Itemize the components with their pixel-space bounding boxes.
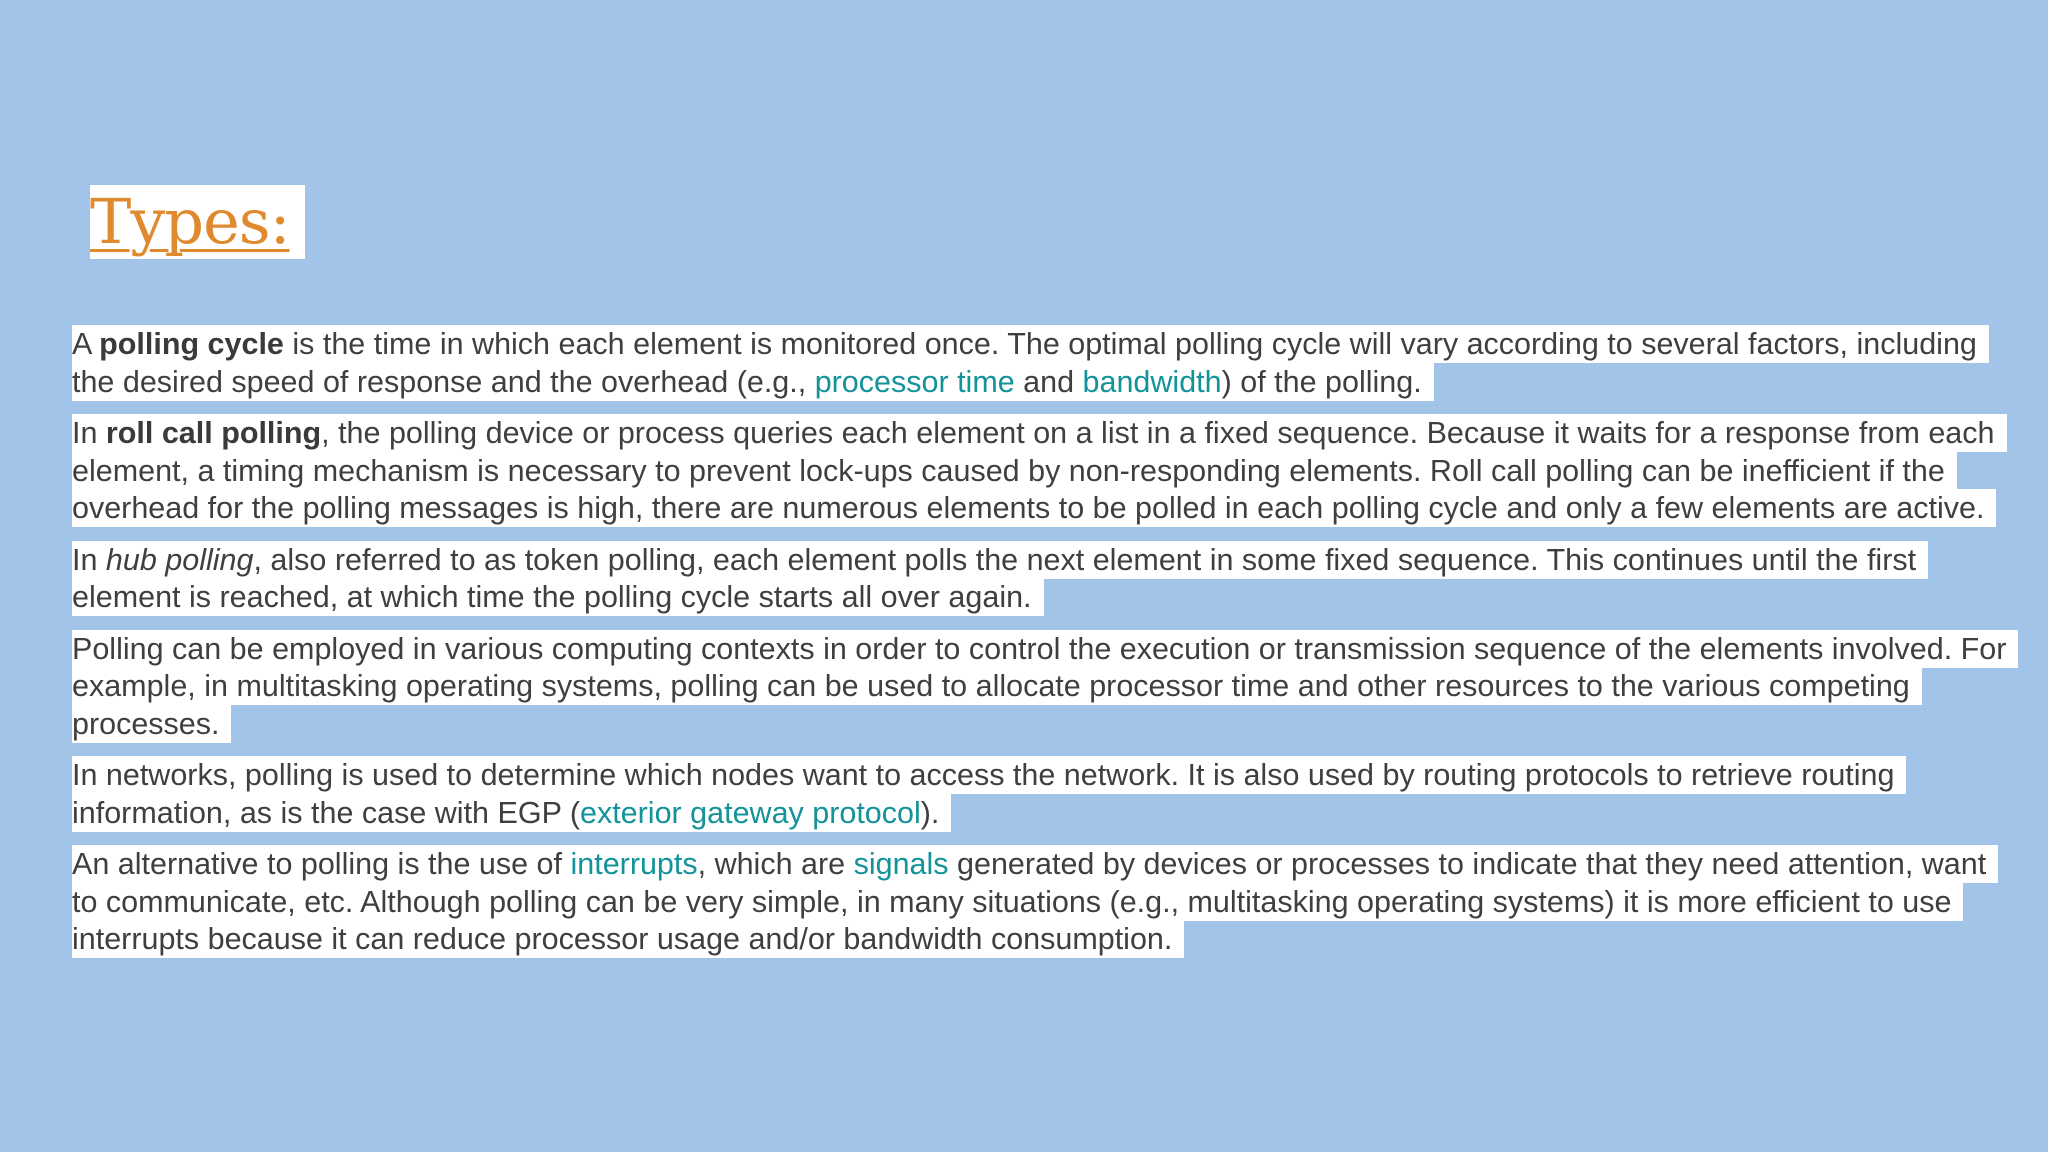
paragraph-roll-call-polling: [72, 415, 2012, 528]
text: generated by devices or processes to indicate that they need attention, want to communicate, etc. Although polling can be very simple, in many situations (e.g., multitasking operating systems) it is more efficient to use interrupts because it can reduce processor usage and/or bandwidth consumption.: [72, 847, 1987, 956]
paragraph-highlight: [72, 630, 2018, 743]
text: In: [72, 542, 106, 577]
text: A: [72, 327, 100, 361]
text: An alternative to polling is the use of: [72, 847, 571, 881]
link-processor-time[interactable]: processor time: [814, 364, 1015, 399]
link-exterior-gateway-protocol[interactable]: exterior gateway protocol: [580, 795, 921, 830]
paragraph-polling-cycle: [72, 326, 2012, 401]
term-hub-polling: hub polling: [105, 542, 254, 577]
link-interrupts[interactable]: interrupts: [570, 847, 698, 881]
text: is the time in which each element is monitored once. The optimal polling cycle will vary according to several factors, including the desired speed of response and the overhead (e.g.,: [72, 327, 1977, 399]
paragraph-highlight: [72, 325, 1989, 401]
text: , the polling device or process queries each element on a list in a fixed sequence. Because it waits for a response from each element, a timing mechanism is necessary to prevent lock-ups caused by non-responding elements. Roll call polling can be inefficient if the overhead for the polling messages is high, there are numerous elements to be polled in each polling cycle and only a few elements are active.: [72, 416, 1995, 525]
slide-title: Types:: [90, 185, 290, 258]
paragraph-highlight: [72, 541, 1928, 617]
text: , also referred to as token polling, each element polls the next element in some fixed sequence. This continues until the first element is reached, at which time the polling cycle starts all over again.: [72, 542, 1917, 614]
text: Polling can be employed in various computing contexts in order to control the execution or transmission sequence of the elements involved. For example, in multitasking operating systems, polling can be used to allocate processor time and other resources to the various competing processes.: [72, 631, 2007, 741]
link-signals[interactable]: signals: [853, 847, 949, 881]
text: In: [72, 416, 106, 450]
text: , which are: [697, 847, 854, 881]
text: ).: [920, 795, 940, 830]
paragraph-interrupts: [72, 846, 2012, 959]
paragraph-computing-contexts: [72, 631, 2012, 744]
term-polling-cycle: polling cycle: [99, 327, 284, 361]
title-box: [90, 185, 305, 259]
text: and: [1014, 364, 1083, 399]
text: ) of the polling.: [1221, 364, 1422, 399]
paragraph-hub-polling: [72, 542, 2012, 617]
term-roll-call-polling: roll call polling: [105, 416, 322, 450]
text: In networks, polling is used to determine which nodes want to access the network. It is also used by routing protocols to retrieve routing information, as is the case with EGP (: [72, 758, 1895, 830]
paragraph-highlight: [72, 756, 1906, 832]
slide-body: [72, 326, 2012, 973]
paragraph-highlight: [72, 845, 1998, 958]
link-bandwidth[interactable]: bandwidth: [1082, 364, 1222, 399]
paragraph-networks: [72, 757, 2012, 832]
paragraph-highlight: [72, 414, 2007, 527]
